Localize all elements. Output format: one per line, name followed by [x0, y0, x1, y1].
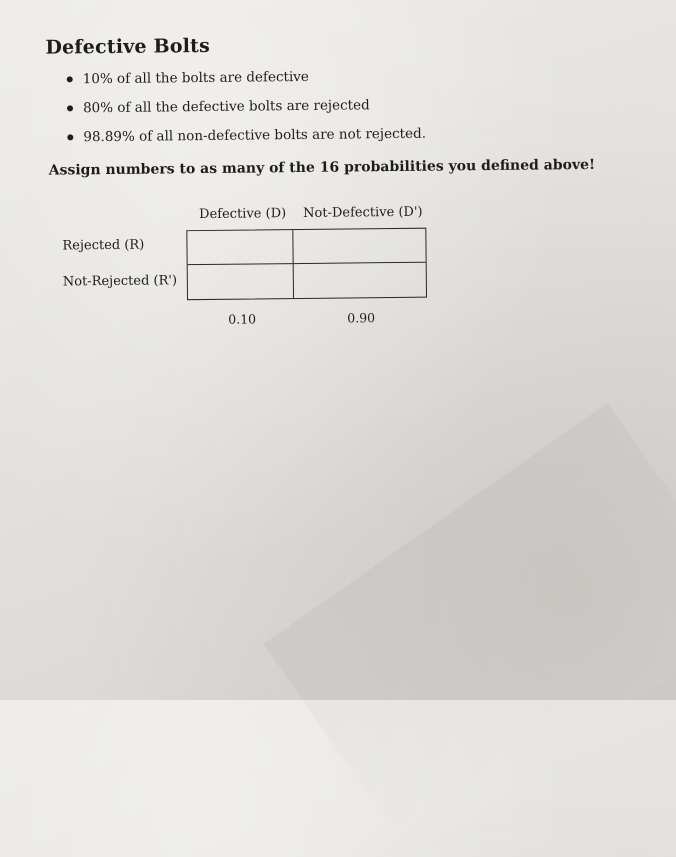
fact-text: 98.89% of all non-defective bolts are not rejected. [83, 125, 427, 146]
row-label-not-rejected: Not-Rejected (R') [62, 273, 178, 290]
column-header-not-defective: Not-Defective (D') [303, 204, 423, 221]
bullet-icon [67, 134, 73, 140]
list-item [61, 124, 426, 157]
cell-rejected-not-defective [293, 229, 425, 264]
bullet-icon [67, 76, 73, 82]
fact-text: 10% of all the bolts are defective [82, 68, 309, 88]
marginal-not-defective: 0.90 [347, 310, 376, 326]
bullet-icon [67, 105, 73, 111]
list-item [61, 95, 426, 128]
fact-text: 80% of all the defective bolts are rejected [82, 97, 370, 117]
facts-list [61, 66, 427, 157]
list-item [61, 66, 426, 99]
cell-rejected-defective [187, 230, 293, 265]
row-label-rejected: Rejected (R) [62, 237, 145, 254]
cell-not-rejected-defective [188, 264, 294, 299]
cell-not-rejected-not-defective [294, 263, 426, 298]
marginal-defective: 0.10 [228, 311, 257, 327]
page-title: Defective Bolts [45, 34, 211, 59]
instruction-text: Assign numbers to as many of the 16 probabilities you defined above! [48, 156, 596, 179]
column-header-defective: Defective (D) [199, 206, 287, 223]
probability-table [186, 228, 427, 301]
